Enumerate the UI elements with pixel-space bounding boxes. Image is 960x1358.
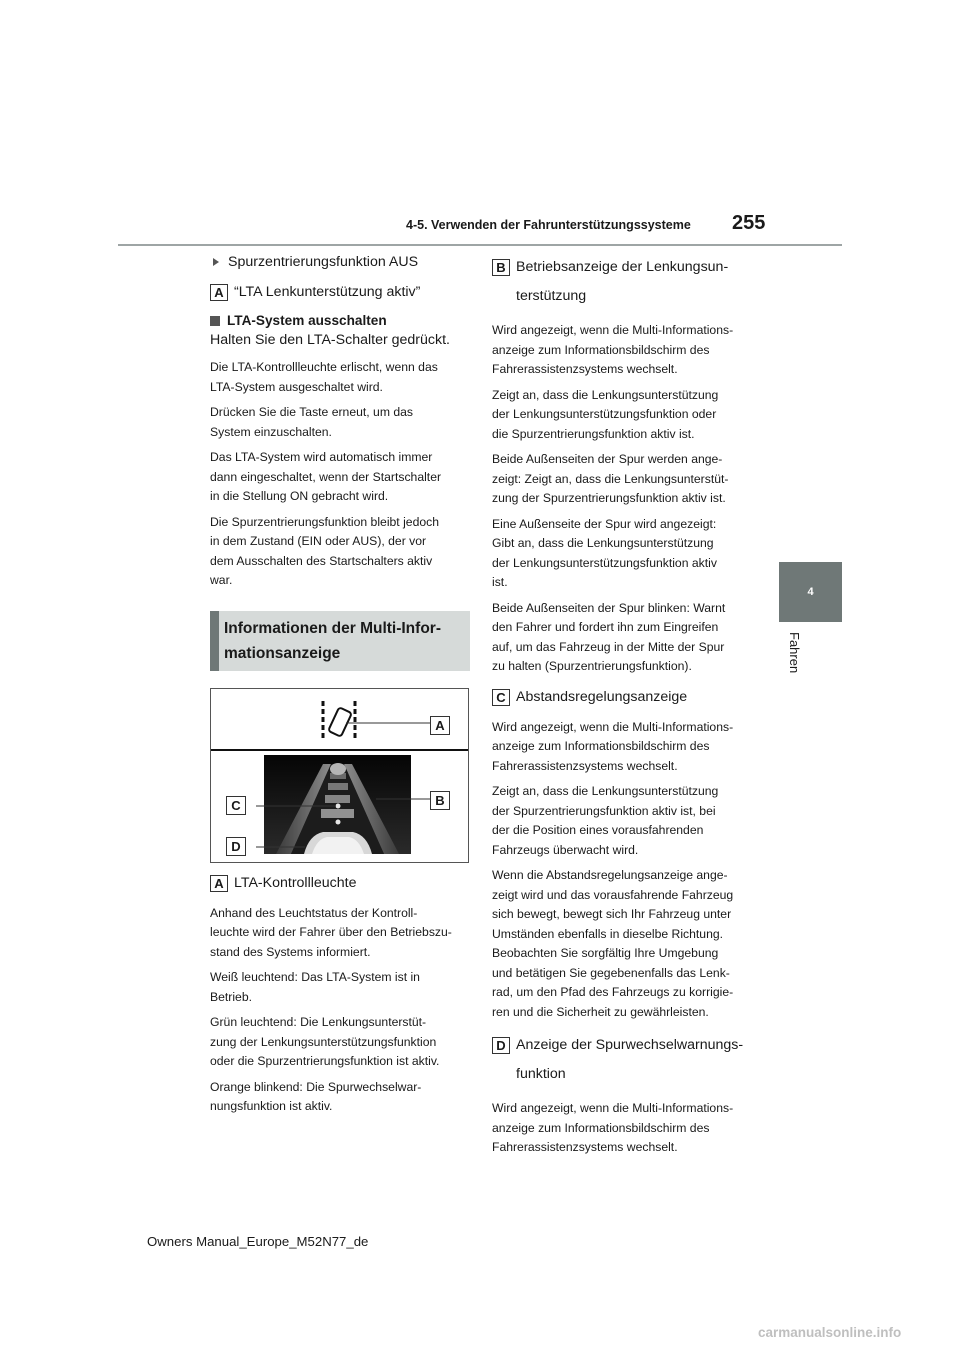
section-heading-line1: Informationen der Multi-Infor- xyxy=(224,619,441,637)
chapter-label xyxy=(788,632,806,692)
display-illustration xyxy=(211,689,468,862)
watermark[interactable]: carmanualsonline.info xyxy=(758,1325,902,1340)
paragraph: Eine Außenseite der Spur wird angezeigt: Gibt an, dass die Lenkungsunterstützung der Lenkungsunterstützungsfunktion aktiv ist. xyxy=(492,516,717,589)
paragraph: Weiß leuchtend: Das LTA-System ist in Betrieb. xyxy=(210,970,420,1004)
triangle-bullet-icon xyxy=(213,258,219,266)
paragraph: Zeigt an, dass die Lenkungsunterstützung der Lenkungsunterstützungsfunktion oder die Spurzentrierungsfunktion aktiv ist. xyxy=(492,387,719,441)
right-column xyxy=(492,258,754,1164)
document-footer: Owners Manual_Europe_M52N77_de xyxy=(147,1234,369,1249)
left-column xyxy=(210,254,470,1123)
caption-a-text: LTA-Kontrollleuchte xyxy=(234,874,357,891)
item-c-title: Abstandsregelungsanzeige xyxy=(516,688,688,705)
callout-c: C xyxy=(226,796,246,815)
subheading-text: LTA-System ausschalten xyxy=(227,313,387,328)
paragraph: Wird angezeigt, wenn die Multi-Informations- anzeige zum Informationsbildschirm des Fahrerassistenzsystems wechselt. xyxy=(492,719,734,773)
label-c-box: C xyxy=(492,689,510,706)
item-a-line xyxy=(210,282,470,303)
paragraph: Anhand des Leuchtstatus der Kontroll- leuchte wird der Fahrer über den Betriebszu- stand des Systems informiert. xyxy=(210,905,452,959)
paragraph: Die LTA-Kontrollleuchte erlischt, wenn das LTA-System ausgeschaltet wird. xyxy=(210,360,438,394)
chapter-tab[interactable]: 4 xyxy=(779,562,842,622)
paragraph: Das LTA-System wird automatisch immer dann eingeschaltet, wenn der Startschalter in die Stellung ON gebracht wird. xyxy=(210,450,442,503)
subheading xyxy=(210,313,470,328)
item-a-text: “LTA Lenkunterstützung aktiv” xyxy=(234,284,421,300)
function-off-text: Spurzentrierungsfunktion AUS xyxy=(228,254,419,270)
lead-text: Halten Sie den LTA-Schalter gedrückt. xyxy=(210,332,450,348)
lta-indicator-icon xyxy=(323,701,355,739)
item-b-title-line1: Betriebsanzeige der Lenkungsun- xyxy=(516,259,729,275)
section-heading xyxy=(210,611,470,671)
paragraph: Grün leuchtend: Die Lenkungsunterstüt- zung der Lenkungsunterstützungsfunktion oder die Spurzentrierungsfunktion ist aktiv. xyxy=(210,1015,440,1068)
callout-a: A xyxy=(430,716,450,735)
paragraph: Wird angezeigt, wenn die Multi-Informations- anzeige zum Informationsbildschirm des Fahrerassistenzsystems wechselt. xyxy=(492,1101,734,1154)
paragraph: Zeigt an, dass die Lenkungsunterstützung der Spurzentrierungsfunktion aktiv ist, bei der die Position eines vorausfahrenden Fahrzeugs überwacht wird. xyxy=(492,784,719,857)
item-d-title-line1: Anzeige der Spurwechselwarnungs- xyxy=(516,1037,744,1053)
paragraph: Orange blinkend: Die Spurwechselwar- nungsfunktion ist aktiv. xyxy=(210,1079,422,1113)
item-c-heading xyxy=(492,687,754,708)
label-a-box: A xyxy=(210,875,228,892)
label-b-box: B xyxy=(492,259,510,276)
paragraph: Die Spurzentrierungsfunktion bleibt jedoch in dem Zustand (EIN oder AUS), der vor dem Ausschalten des Startschalters aktiv war. xyxy=(210,514,439,587)
paragraph: Wird angezeigt, wenn die Multi-Informations- anzeige zum Informationsbildschirm des Fahrerassistenzsystems wechselt. xyxy=(492,323,734,376)
paragraph: Drücken Sie die Taste erneut, um das System einzuschalten. xyxy=(210,405,414,439)
paragraph: Beide Außenseiten der Spur werden ange- zeigt: Zeigt an, dass die Lenkungsunterstüt- zung der Spurzentrierungsfunktion aktiv ist. xyxy=(492,452,729,505)
section-heading-line2: mationsanzeige xyxy=(224,644,341,662)
chapter-label-text: Fahren xyxy=(787,632,802,674)
callout-d: D xyxy=(226,837,246,856)
callout-b: B xyxy=(430,791,450,810)
page-number: 255 xyxy=(732,212,766,234)
item-d-title-line2: funktion xyxy=(516,1066,566,1082)
multi-info-display-figure xyxy=(210,688,469,863)
paragraph: Wenn die Abstandsregelungsanzeige ange- zeigt wird und das vorausfahrende Fahrzeug sich bewegt, bewegt sich Ihr Fahrzeug unter Umständen ebenfalls in dieselbe Richtung. Beobachten Sie sorgfältig Ihre Umgebung und betätigen Sie gegebenenfalls das Lenk- rad, um den Pfad des Fahrzeugs zu korrigie- ren und die Sicherheit zu gewährleisten. xyxy=(492,868,734,1019)
label-d-box: D xyxy=(492,1037,510,1054)
square-bullet-icon xyxy=(210,316,220,326)
item-b-title-line2: terstützung xyxy=(516,288,587,304)
item-d-heading xyxy=(492,1036,754,1089)
paragraph: Beide Außenseiten der Spur blinken: Warnt den Fahrer und fordert ihn zum Eingreifen auf, um das Fahrzeug in der Mitte der Spur zu halten (Spurzentrierungsfunktion). xyxy=(492,600,726,673)
item-b-heading xyxy=(492,258,754,311)
header-divider xyxy=(118,244,842,246)
caption-a-line xyxy=(210,873,470,894)
section-header-title: 4-5. Verwenden der Fahrunterstützungssysteme xyxy=(406,218,691,232)
label-a-box: A xyxy=(210,284,228,301)
function-off-item xyxy=(210,254,470,270)
